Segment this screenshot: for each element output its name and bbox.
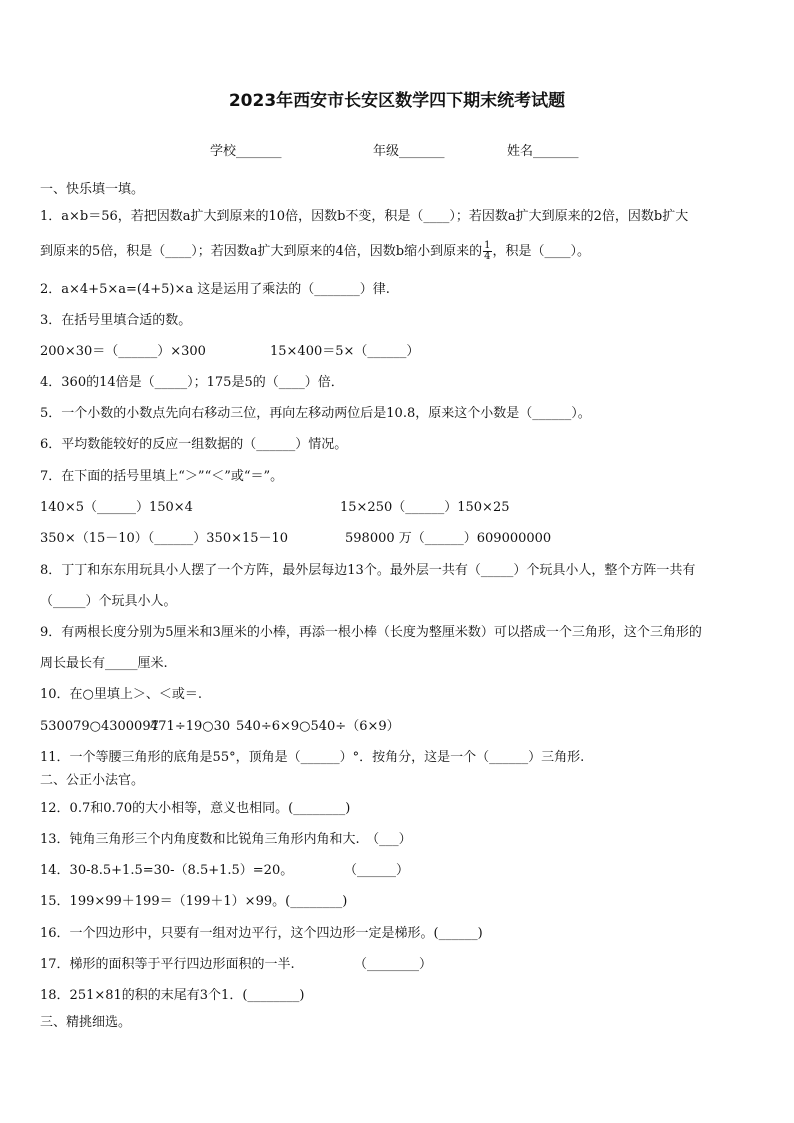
page-title: 2023年西安市长安区数学四下期末统考试题	[228, 91, 566, 111]
question-7-part-d: 598000 万（______）609000000	[345, 531, 552, 546]
question-11: 11．一个等腰三角形的底角是55°，顶角是（______）°．按角分，这是一个（______）三角形.	[40, 750, 585, 765]
question-14-answer: （______）	[344, 863, 410, 878]
question-2: 2．a×4+5×a=(4+5)×a 这是运用了乘法的（_______）律.	[40, 282, 390, 297]
question-3: 3．在括号里填合适的数。	[40, 313, 192, 328]
question-13: 13．钝角三角形三个内角度数和比锐角三角形内角和大. （___）	[40, 832, 412, 847]
fraction-numerator: 1	[484, 240, 491, 251]
question-4: 4．360的14倍是（_____）；175是5的（____）倍．	[40, 375, 344, 390]
question-14: 14．30-8.5+1.5=30-（8.5+1.5）=20。	[40, 863, 294, 878]
question-7-part-c: 350×（15－10）（______）350×15－10	[40, 531, 289, 546]
question-10-part-b: 471÷19○30	[150, 719, 231, 734]
fraction-denominator: 4	[484, 251, 491, 262]
question-10: 10．在○里填上＞、＜或＝.	[40, 687, 203, 702]
question-15: 15．199×99＋199＝（199＋1）×99。(________)	[40, 894, 348, 909]
question-17: 17．梯形的面积等于平行四边形面积的一半.	[40, 957, 295, 972]
question-3-part-a: 200×30＝（______）×300	[40, 344, 206, 359]
question-16: 16．一个四边形中，只要有一组对边平行，这个四边形一定是梯形。(______)	[40, 926, 483, 941]
question-17-answer: （________）	[354, 957, 433, 972]
question-7-part-b: 15×250（______）150×25	[340, 500, 510, 515]
fraction-one-quarter	[483, 241, 491, 262]
section-1-heading: 一、快乐填一填。	[40, 182, 145, 197]
question-8-line-2: （_____）个玩具小人。	[40, 594, 177, 609]
question-3-part-b: 15×400＝5×（______）	[270, 344, 420, 359]
grade-field: 年级_______	[373, 144, 445, 159]
section-2-heading: 二、公正小法官。	[40, 773, 145, 788]
question-8-line-1: 8．丁丁和东东用玩具小人摆了一个方阵，最外层每边13个。最外层一共有（_____）个玩具小人，整个方阵一共有	[40, 563, 696, 578]
question-18: 18．251×81的积的末尾有3个1．(________)	[40, 988, 305, 1003]
school-field: 学校_______	[210, 144, 282, 159]
question-1-text-after-fraction: ，积是（____）。	[492, 244, 591, 259]
question-5: 5．一个小数的小数点先向右移动三位，再向左移动两位后是10.8，原来这个小数是（______）。	[40, 406, 591, 421]
question-1-line-1: 1．a×b＝56，若把因数a扩大到原来的10倍，因数b不变，积是（____）；若因数a扩大到原来的2倍，因数b扩大	[40, 209, 689, 224]
question-9-line-2: 周长最长有_____厘米.	[40, 656, 168, 671]
name-field: 姓名_______	[507, 144, 579, 159]
question-7-part-a: 140×5（______）150×4	[40, 500, 193, 515]
question-12: 12．0.7和0.70的大小相等，意义也相同。(________)	[40, 801, 351, 816]
question-1-line-2	[40, 241, 590, 262]
question-9-line-1: 9．有两根长度分别为5厘米和3厘米的小棒，再添一根小棒（长度为整厘米数）可以搭成一个三角形，这个三角形的	[40, 625, 702, 640]
question-7: 7．在下面的括号里填上“＞”“＜”或“＝”。	[40, 469, 284, 484]
question-6: 6．平均数能较好的反应一组数据的（______）情况。	[40, 437, 348, 452]
question-1-text-before-fraction: 到原来的5倍，积是（____）；若因数a扩大到原来的4倍，因数b缩小到原来的	[40, 244, 483, 259]
question-10-part-c: 540÷6×9○540÷（6×9）	[236, 719, 400, 734]
question-10-part-a: 530079○4300097	[40, 719, 159, 734]
section-3-heading: 三、精挑细选。	[40, 1015, 132, 1030]
